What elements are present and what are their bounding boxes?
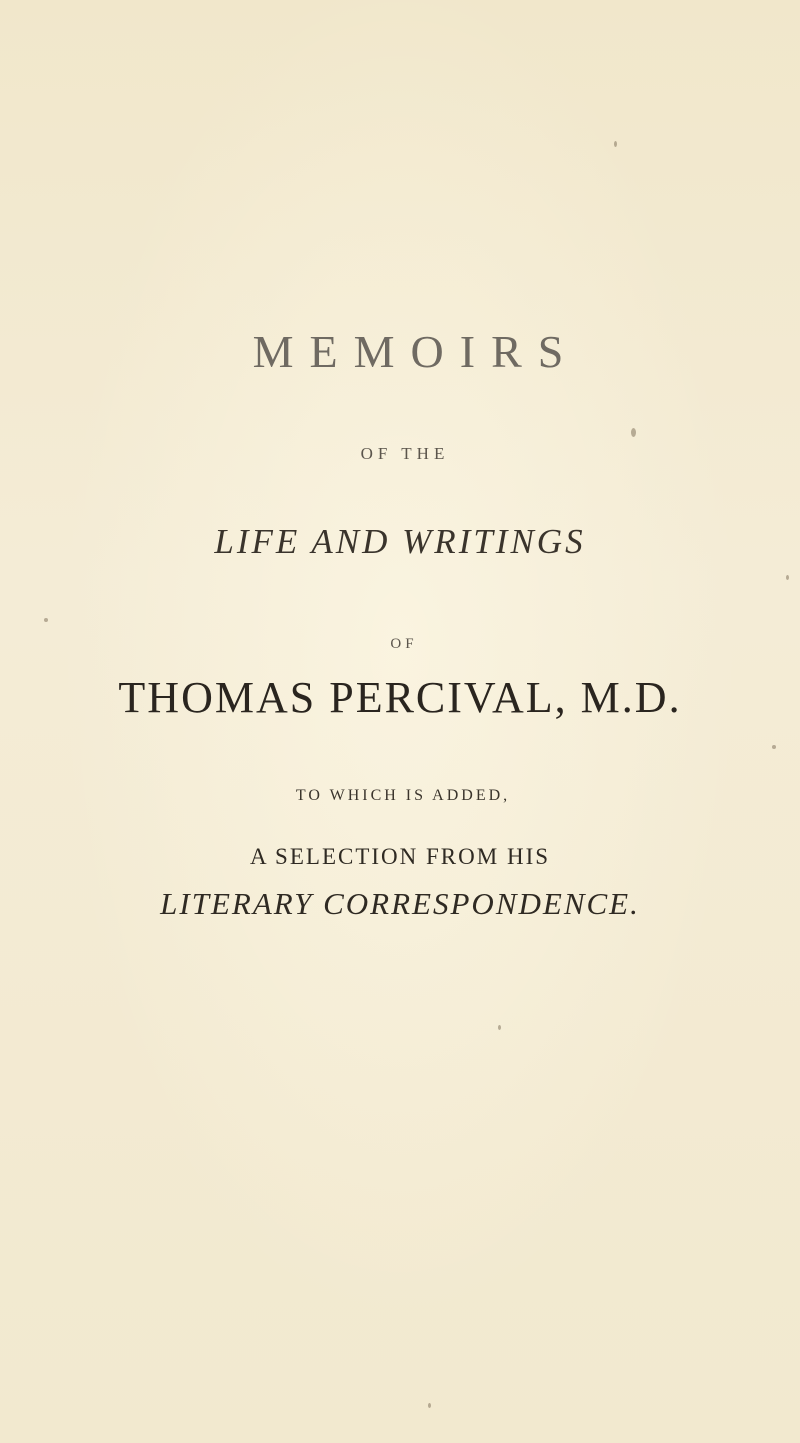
ink-speck <box>772 745 776 749</box>
added-note: TO WHICH IS ADDED, <box>295 787 511 804</box>
author-name: THOMAS PERCIVAL, M.D. <box>118 673 682 722</box>
selection-line: A SELECTION FROM HIS <box>249 844 551 869</box>
ink-speck <box>631 428 636 437</box>
ink-speck <box>44 618 48 622</box>
correspondence-line: LITERARY CORRESPONDENCE. <box>160 886 640 921</box>
subtitle-of-the: OF THE <box>360 444 450 463</box>
title-memoirs: MEMOIRS <box>252 326 580 377</box>
subtitle-of: OF <box>390 636 418 652</box>
ink-speck <box>428 1403 431 1408</box>
ink-speck <box>498 1025 501 1030</box>
title-life-and-writings: LIFE AND WRITINGS <box>214 522 586 561</box>
ink-speck <box>614 141 617 147</box>
ink-speck <box>786 575 789 580</box>
